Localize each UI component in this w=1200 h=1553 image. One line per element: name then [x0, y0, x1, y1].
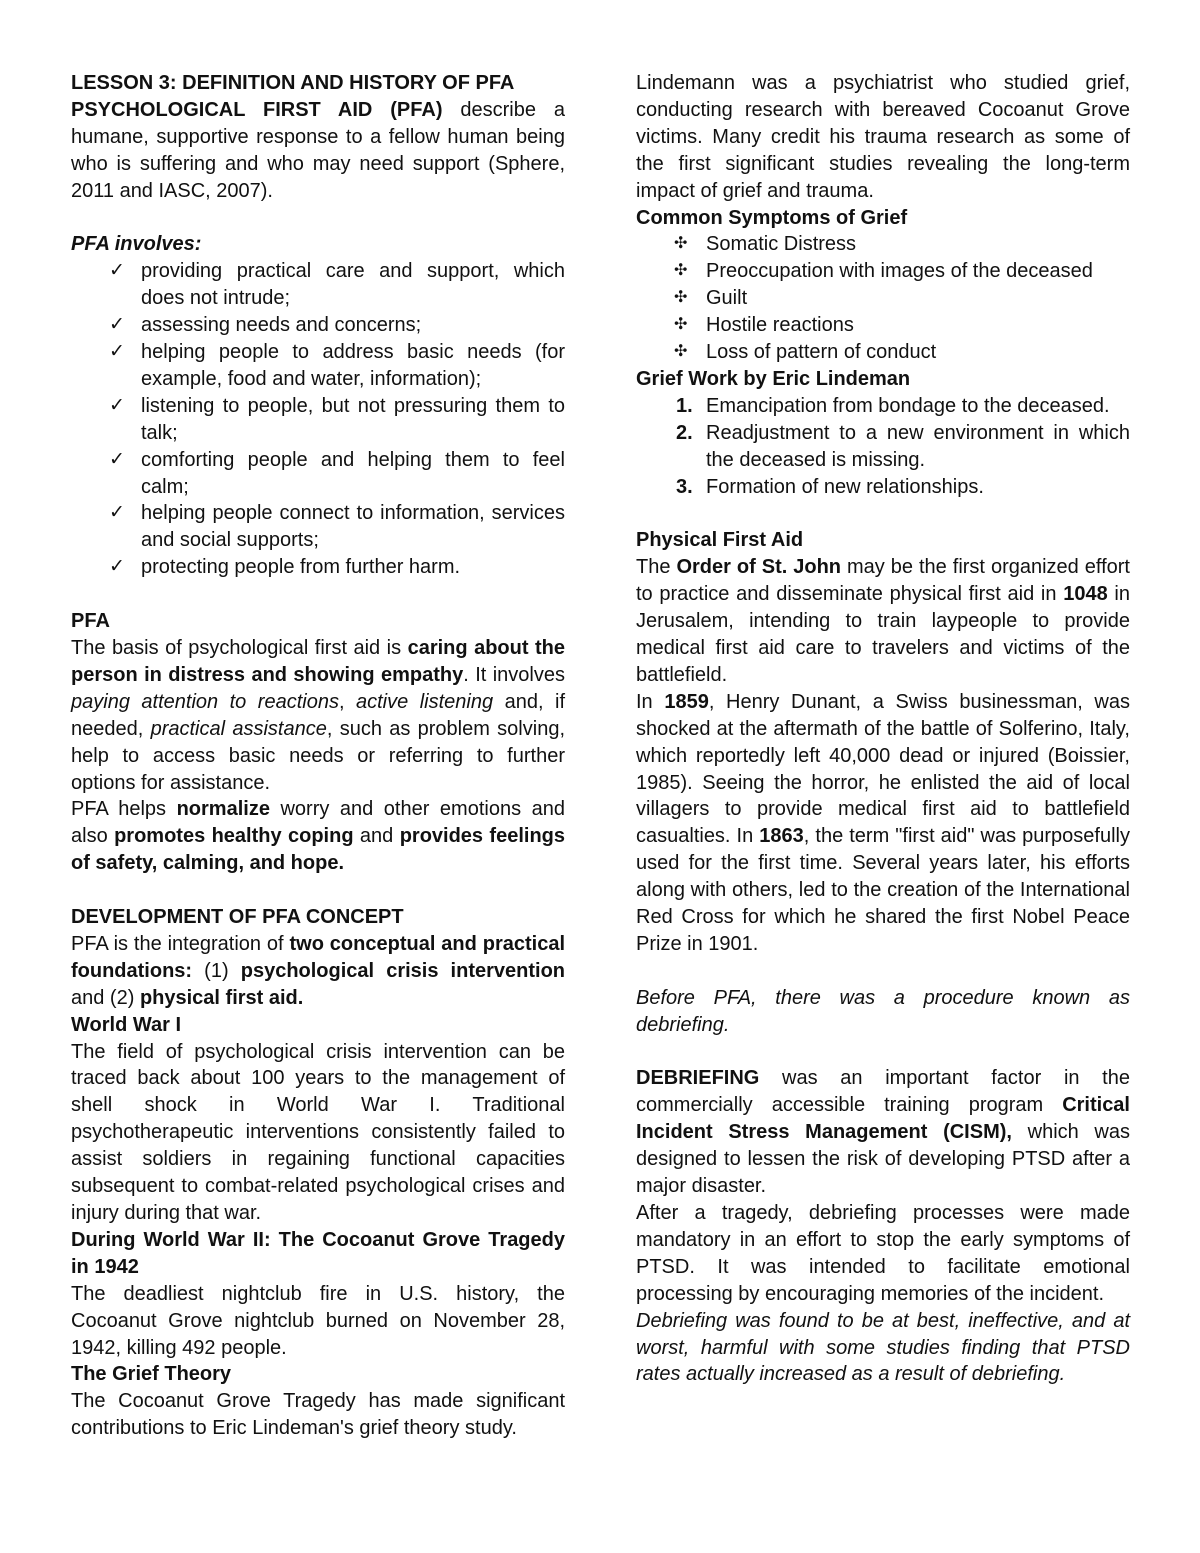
- ww1-heading: World War I: [71, 1013, 181, 1036]
- checkmark-icon: ✓: [109, 448, 125, 470]
- before-pfa-note: Before PFA, there was a procedure known as debriefing.: [636, 986, 1130, 1036]
- grief-theory-heading: The Grief Theory: [71, 1363, 232, 1386]
- development-heading: DEVELOPMENT OF PFA CONCEPT: [71, 906, 404, 929]
- list-item: ✣ Guilt: [636, 285, 1130, 312]
- spacer: [636, 1039, 1130, 1066]
- pfa-involves-list: [71, 258, 565, 581]
- spacer: [71, 877, 565, 904]
- spacer: [636, 501, 1130, 528]
- list-item: ✣ Hostile reactions: [636, 312, 1130, 339]
- order-st-john-paragraph: The Order of St. John may be the first organized effort to practice and disseminate physical first aid in 1048 in Jerusalem, intending to train laypeople to provide medical first aid care to travelers and victims of the battlefield.: [636, 556, 1130, 686]
- spacer: [71, 581, 565, 608]
- physical-first-aid-heading: Physical First Aid: [636, 529, 804, 552]
- list-item: 3. Formation of new relationships.: [676, 475, 984, 498]
- list-item: ✓ comforting people and helping them to feel calm;: [109, 448, 565, 498]
- checkmark-icon: ✓: [109, 394, 125, 416]
- pfa-definition-text: describe a humane, supportive response to a fellow human being who is suffering and who may need support (Sphere, 2011 and IASC, 2007).: [71, 98, 565, 202]
- four-point-star-icon: ✣: [674, 343, 688, 361]
- list-item: ✓ assessing needs and concerns;: [71, 312, 565, 339]
- list-item: ✣ Somatic Distress: [636, 231, 1130, 258]
- dunant-paragraph: In 1859, Henry Dunant, a Swiss businessman, was shocked at the aftermath of the battle of Solferino, Italy, which reportedly left 40,000 dead or injured (Boissier, 1985). Seeing the horror, he enlisted the aid of local villagers to provide medical first aid to battlefield casualties. In 1863, the term "first aid" was purposefully used for the first time. Several years later, his efforts along with others, led to the creation of the International Red Cross for which he shared the first Nobel Peace Prize in 1901.: [636, 690, 1130, 955]
- checkmark-icon: ✓: [109, 314, 125, 336]
- grief-theory-paragraph: The Cocoanut Grove Tragedy has made significant contributions to Eric Lindeman's grief theory study.: [71, 1390, 565, 1440]
- right-column: [636, 70, 1130, 1388]
- list-item: ✓ helping people connect to information, services and social supports;: [109, 502, 565, 552]
- list-item: ✣ Preoccupation with images of the deceased: [636, 258, 1130, 285]
- debriefing-findings-paragraph: Debriefing was found to be at best, ineffective, and at worst, harmful with some studies finding that PTSD rates actually increased as a result of debriefing.: [636, 1309, 1130, 1386]
- grief-work-list: [636, 393, 1130, 501]
- pfa-basis-paragraph: The basis of psychological first aid is caring about the person in distress and showing empathy. It involves paying attention to reactions, active listening and, if needed, practical assistance, such as problem solving, help to access basic needs or referring to further options for assistance.: [71, 637, 565, 794]
- ww2-paragraph: The deadliest nightclub fire in U.S. history, the Cocoanut Grove nightclub burned on November 28, 1942, killing 492 people.: [71, 1282, 565, 1359]
- symptoms-heading: Common Symptoms of Grief: [636, 206, 908, 229]
- debriefing-paragraph: DEBRIEFING was an important factor in the commercially accessible training program Critical Incident Stress Management (CISM), which was designed to lessen the risk of developing PTSD after a major disaster.: [636, 1067, 1130, 1198]
- four-point-star-icon: ✣: [674, 316, 688, 334]
- spacer: [71, 205, 565, 232]
- list-item: 2. Readjustment to a new environment in which the deceased is missing.: [676, 421, 1130, 471]
- development-paragraph: PFA is the integration of two conceptual and practical foundations: (1) psychological crisis intervention and (2) physical first aid.: [71, 932, 566, 1009]
- left-column: [71, 70, 565, 1442]
- list-item: ✣ Loss of pattern of conduct: [636, 339, 1130, 366]
- pfa-involves-heading: PFA involves:: [71, 233, 202, 256]
- list-item: ✓ helping people to address basic needs (for example, food and water, information);: [109, 341, 565, 390]
- list-item: ✓ providing practical care and support, which does not intrude;: [109, 260, 565, 310]
- checkmark-icon: ✓: [109, 260, 125, 282]
- list-item: ✓ protecting people from further harm.: [71, 554, 565, 581]
- four-point-star-icon: ✣: [674, 289, 688, 307]
- ww2-heading: During World War II: The Cocoanut Grove Tragedy in 1942: [71, 1228, 565, 1278]
- ww1-paragraph: The field of psychological crisis intervention can be traced back about 100 years to the management of shell shock in World War I. Traditional psychotherapeutic interventions consistently failed to assist soldiers in regaining functional capacities subsequent to combat-related psychological crises and injury during that war.: [71, 1040, 565, 1225]
- pfa-term: PSYCHOLOGICAL FIRST AID (PFA): [71, 98, 443, 121]
- four-point-star-icon: ✣: [674, 235, 688, 253]
- checkmark-icon: ✓: [109, 341, 125, 363]
- symptoms-list: [636, 231, 1130, 366]
- pfa-definition: [71, 97, 565, 205]
- debriefing-mandatory-paragraph: After a tragedy, debriefing processes were made mandatory in an effort to stop the early symptoms of PTSD. It was intended to facilitate emotional processing by encouraging memories of the incident.: [636, 1202, 1130, 1305]
- list-item: 1. Emancipation from bondage to the deceased.: [676, 394, 1110, 417]
- spacer: [636, 958, 1130, 985]
- grief-work-heading: Grief Work by Eric Lindeman: [636, 367, 911, 390]
- checkmark-icon: ✓: [109, 502, 125, 524]
- checkmark-icon: ✓: [109, 556, 125, 578]
- pfa-helps-paragraph: PFA helps normalize worry and other emotions and also promotes healthy coping and provides feelings of safety, calming, and hope.: [71, 798, 566, 875]
- list-item: ✓ listening to people, but not pressuring them to talk;: [109, 394, 565, 444]
- lesson-title: LESSON 3: DEFINITION AND HISTORY OF PFA: [71, 72, 515, 94]
- grief-theory-continued: Lindemann was a psychiatrist who studied grief, conducting research with bereaved Cocoanut Grove victims. Many credit his trauma research as some of the first significant studies revealing the long-term impact of grief and trauma.: [636, 72, 1130, 202]
- pfa-heading: PFA: [71, 610, 110, 633]
- four-point-star-icon: ✣: [674, 262, 688, 280]
